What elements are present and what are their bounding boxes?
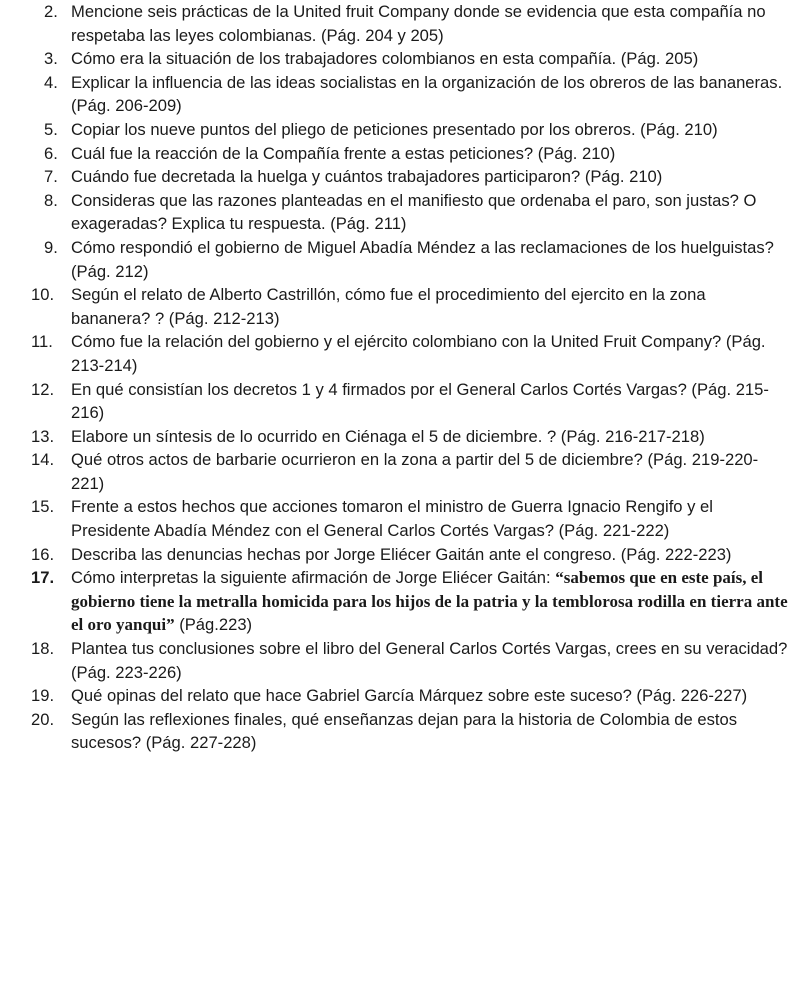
question-text: Cómo era la situación de los trabajadores colombianos en esta compañía. (Pág. 205) bbox=[71, 49, 699, 69]
question-text: Qué opinas del relato que hace Gabriel García Márquez sobre este suceso? (Pág. 226-227) bbox=[71, 686, 748, 706]
question-number: 4. bbox=[44, 72, 58, 92]
question-text: Plantea tus conclusiones sobre el libro del General Carlos Cortés Vargas, crees en su veracidad? (Pág. 223-226) bbox=[71, 639, 788, 682]
question-number: 9. bbox=[44, 237, 58, 257]
question-item bbox=[0, 118, 794, 142]
question-text: Frente a estos hechos que acciones tomaron el ministro de Guerra Ignacio Rengifo y el Presidente Abadía Méndez con el General Carlos Cortés Vargas? (Pág. 221-222) bbox=[71, 497, 713, 541]
question-number: 13. bbox=[31, 426, 55, 446]
question-item bbox=[0, 708, 794, 755]
question-text: Qué otros actos de barbarie ocurrieron en la zona a partir del 5 de diciembre? (Pág. 219-220-221) bbox=[71, 450, 759, 493]
question-text: Mencione seis prácticas de la United fruit Company donde se evidencia que esta compañía no respetaba las leyes colombianas. (Pág. 204 y 205) bbox=[71, 2, 766, 45]
question-item bbox=[0, 637, 794, 684]
question-text: Cómo fue la relación del gobierno y el ejército colombiano con la United Fruit Company? (Pág. 213-214) bbox=[71, 332, 766, 375]
question-item bbox=[0, 142, 794, 166]
question-number: 11. bbox=[31, 332, 53, 352]
question-item bbox=[0, 684, 794, 708]
question-item bbox=[0, 236, 794, 283]
question-text: Consideras que las razones planteadas en el manifiesto que ordenaba el paro, son justas? O exageradas? Explica tu respuesta. (Pág. 211) bbox=[71, 190, 757, 234]
question-number: 15. bbox=[31, 497, 55, 517]
question-reference: (Pág.223) bbox=[174, 615, 253, 635]
question-text: Cuándo fue decretada la huelga y cuántos trabajadores participaron? (Pág. 210) bbox=[71, 167, 663, 187]
question-text: Copiar los nueve puntos del pliego de peticiones presentado por los obreros. (Pág. 210) bbox=[71, 119, 718, 139]
question-item bbox=[0, 378, 794, 425]
question-item bbox=[0, 448, 794, 495]
question-item bbox=[0, 165, 794, 189]
question-number: 17. bbox=[31, 568, 55, 588]
question-number: 18. bbox=[31, 639, 55, 659]
question-number: 16. bbox=[31, 544, 55, 564]
question-number: 14. bbox=[31, 450, 55, 470]
question-text: En qué consistían los decretos 1 y 4 firmados por el General Carlos Cortés Vargas? (Pág. 215-216) bbox=[71, 379, 769, 423]
gaitan-quote: “sabemos que en este país, el gobierno tiene la metralla homicida para los hijos de la patria y la temblorosa rodilla en tierra ante el oro yanqui” bbox=[71, 568, 788, 635]
question-item bbox=[0, 71, 794, 118]
question-item bbox=[0, 189, 794, 236]
question-item bbox=[0, 495, 794, 542]
question-text: Según las reflexiones finales, qué enseñanzas dejan para la historia de Colombia de estos sucesos? (Pág. 227-228) bbox=[71, 709, 738, 753]
question-number: 8. bbox=[44, 190, 58, 210]
question-text: Elabore un síntesis de lo ocurrido en Ciénaga el 5 de diciembre. ? (Pág. 216-217-218) bbox=[71, 426, 705, 446]
question-number: 3. bbox=[44, 49, 58, 69]
question-item bbox=[0, 47, 794, 71]
question-number: 19. bbox=[31, 686, 55, 706]
question-text: Explicar la influencia de las ideas socialistas en la organización de los obreros de las bananeras. (Pág. 206-209) bbox=[71, 72, 783, 116]
question-number: 6. bbox=[44, 143, 58, 163]
question-item bbox=[0, 425, 794, 449]
question-item bbox=[0, 543, 794, 567]
question-text: Describa las denuncias hechas por Jorge Eliécer Gaitán ante el congreso. (Pág. 222-223) bbox=[71, 544, 732, 564]
question-text: Cómo respondió el gobierno de Miguel Abadía Méndez a las reclamaciones de los huelguistas? (Pág. 212) bbox=[71, 237, 774, 281]
question-item bbox=[0, 330, 794, 377]
question-number: 12. bbox=[31, 379, 55, 399]
question-number: 20. bbox=[31, 709, 55, 729]
question-item bbox=[0, 566, 794, 637]
question-number: 5. bbox=[44, 119, 58, 139]
question-text: Cuál fue la reacción de la Compañía frente a estas peticiones? (Pág. 210) bbox=[71, 143, 616, 163]
question-text: Según el relato de Alberto Castrillón, cómo fue el procedimiento del ejercito en la zona bananera? ? (Pág. 212-213) bbox=[71, 285, 706, 328]
question-intro: Cómo interpretas la siguiente afirmación de Jorge Eliécer Gaitán: bbox=[71, 568, 556, 588]
question-number: 10. bbox=[31, 285, 55, 305]
question-item bbox=[0, 283, 794, 330]
question-number: 7. bbox=[44, 167, 58, 187]
question-item bbox=[0, 0, 794, 47]
question-number: 2. bbox=[44, 2, 58, 21]
